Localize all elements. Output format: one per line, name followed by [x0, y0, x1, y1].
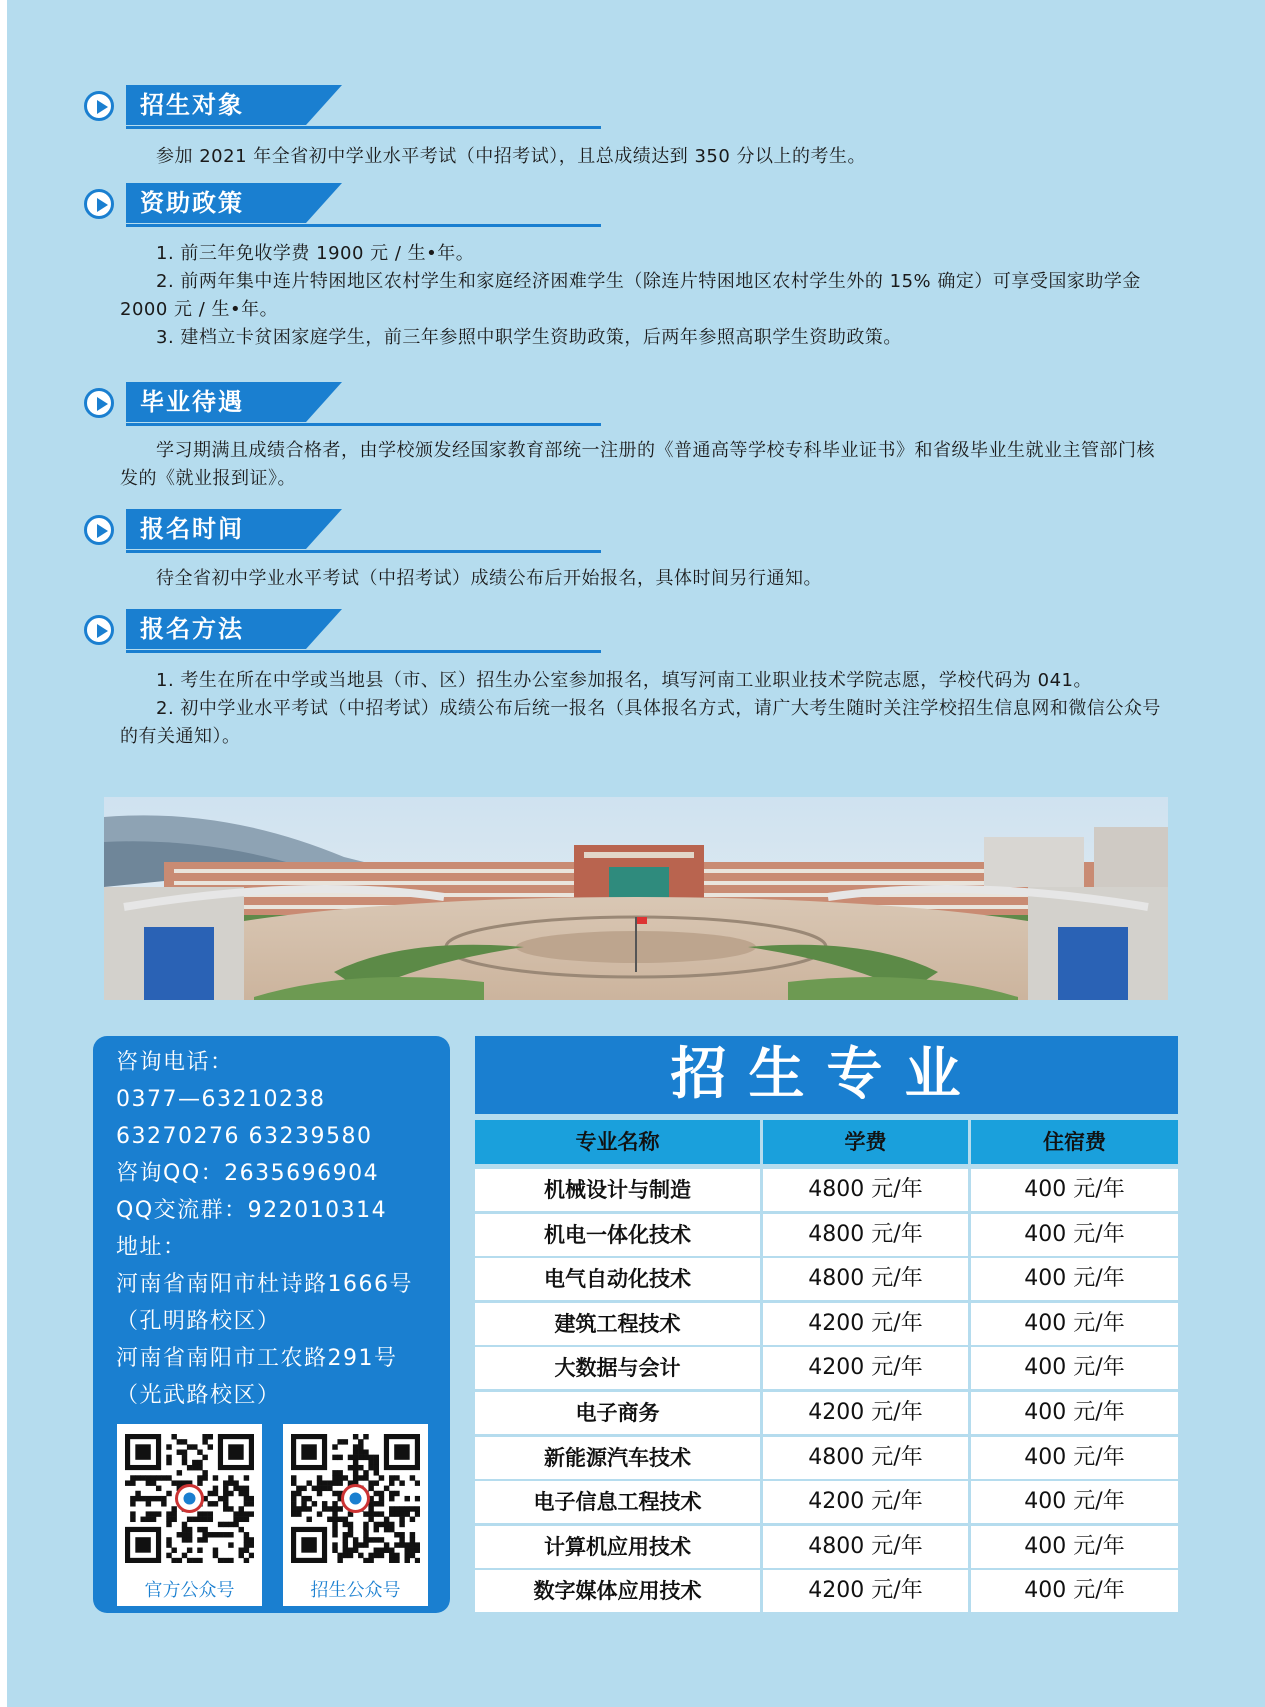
section-body-registration-time — [120, 565, 1165, 593]
cell-major-name: 电子信息工程技术 — [475, 1481, 760, 1523]
contact-line-address-label: 地址： — [116, 1235, 187, 1260]
play-arrow-icon — [84, 189, 114, 219]
table-row — [475, 1481, 1178, 1525]
cell-major-name: 电气自动化技术 — [475, 1258, 760, 1300]
paragraph: 参加 2021 年全省初中学业水平考试（中招考试），且总成绩达到 350 分以上的考生。 — [156, 146, 867, 167]
section-header-financial-aid — [84, 183, 604, 223]
contact-line-address-1: 河南省南阳市杜诗路1666号 — [116, 1272, 413, 1297]
cell-major-name: 机械设计与制造 — [475, 1169, 760, 1211]
contact-line-qq: 咨询QQ：2635696904 — [116, 1161, 380, 1186]
qr-code-icon — [125, 1434, 254, 1563]
cell-housing: 400 元/年 — [971, 1481, 1178, 1523]
cell-tuition: 4200 元/年 — [763, 1303, 968, 1345]
table-row — [475, 1214, 1178, 1258]
cell-tuition: 4800 元/年 — [763, 1258, 968, 1300]
section-body-registration-method — [120, 667, 1165, 751]
section-header-graduation — [84, 382, 604, 422]
qr-label: 官方公众号 — [144, 1580, 235, 1601]
column-header-tuition: 学费 — [763, 1120, 968, 1164]
table-row — [475, 1169, 1178, 1213]
qr-official-account — [117, 1424, 262, 1606]
section-tab-tail — [306, 183, 342, 223]
paragraph: 1. 考生在所在中学或当地县（市、区）招生办公室参加报名，填写河南工业职业技术学院志愿，学校代码为 041。 — [156, 670, 1092, 691]
paragraph: 1. 前三年免收学费 1900 元 / 生•年。 — [156, 243, 475, 264]
cell-tuition: 4200 元/年 — [763, 1570, 968, 1612]
cell-tuition: 4800 元/年 — [763, 1214, 968, 1256]
table-row — [475, 1392, 1178, 1436]
section-underline — [126, 650, 601, 653]
contact-line-phone-1: 0377—63210238 — [116, 1087, 326, 1112]
qr-label: 招生公众号 — [310, 1580, 401, 1601]
table-row — [475, 1258, 1178, 1302]
cell-housing: 400 元/年 — [971, 1214, 1178, 1256]
paragraph: 学习期满且成绩合格者，由学校颁发经国家教育部统一注册的《普通高等学校专科毕业证书》和省级毕业生就业主管部门核发的《就业报到证》。 — [120, 440, 1155, 489]
majors-table — [475, 1036, 1178, 1613]
section-header-registration-time — [84, 509, 604, 549]
table-row — [475, 1526, 1178, 1570]
section-tab-tail — [306, 609, 342, 649]
cell-housing: 400 元/年 — [971, 1437, 1178, 1479]
cell-major-name: 电子商务 — [475, 1392, 760, 1434]
section-underline — [126, 423, 601, 426]
paragraph: 2. 前两年集中连片特困地区农村学生和家庭经济困难学生（除连片特困地区农村学生外的 15% 确定）可享受国家助学金 2000 元 / 生•年。 — [120, 271, 1141, 320]
cell-housing: 400 元/年 — [971, 1303, 1178, 1345]
section-title: 资助政策 — [126, 183, 306, 223]
column-header-housing: 住宿费 — [971, 1120, 1178, 1164]
section-tab-tail — [306, 509, 342, 549]
section-tab-tail — [306, 382, 342, 422]
contact-panel — [93, 1036, 450, 1613]
section-title: 毕业待遇 — [126, 382, 306, 422]
play-arrow-icon — [84, 615, 114, 645]
cell-major-name: 计算机应用技术 — [475, 1526, 760, 1568]
section-body-financial-aid — [120, 240, 1165, 352]
cell-major-name: 建筑工程技术 — [475, 1303, 760, 1345]
page-edge — [0, 0, 7, 1707]
cell-major-name: 机电一体化技术 — [475, 1214, 760, 1256]
section-underline — [126, 126, 601, 129]
cell-major-name: 大数据与会计 — [475, 1347, 760, 1389]
section-underline — [126, 550, 601, 553]
contact-line-address-2: 河南省南阳市工农路291号 — [116, 1346, 398, 1371]
cell-major-name: 新能源汽车技术 — [475, 1437, 760, 1479]
contact-line-qq-group: QQ交流群：922010314 — [116, 1198, 388, 1223]
section-header-registration-method — [84, 609, 604, 649]
section-title: 报名时间 — [126, 509, 306, 549]
qr-admissions-account — [283, 1424, 428, 1606]
column-header-major: 专业名称 — [475, 1120, 760, 1164]
cell-housing: 400 元/年 — [971, 1347, 1178, 1389]
cell-housing: 400 元/年 — [971, 1169, 1178, 1211]
section-header-enrollment-target — [84, 85, 604, 125]
cell-tuition: 4800 元/年 — [763, 1526, 968, 1568]
section-body-graduation — [120, 437, 1165, 493]
paragraph: 3. 建档立卡贫困家庭学生，前三年参照中职学生资助政策，后两年参照高职学生资助政策。 — [156, 327, 902, 348]
campus-photo — [104, 797, 1168, 1000]
cell-tuition: 4800 元/年 — [763, 1437, 968, 1479]
qr-code-icon — [291, 1434, 420, 1563]
table-row — [475, 1437, 1178, 1481]
section-title: 报名方法 — [126, 609, 306, 649]
paragraph: 待全省初中学业水平考试（中招考试）成绩公布后开始报名，具体时间另行通知。 — [156, 568, 822, 589]
paragraph: 2. 初中学业水平考试（中招考试）成绩公布后统一报名（具体报名方式，请广大考生随时关注学校招生信息网和微信公众号的有关通知）。 — [120, 698, 1161, 747]
play-arrow-icon — [84, 91, 114, 121]
contact-info — [116, 1044, 413, 1414]
cell-housing: 400 元/年 — [971, 1258, 1178, 1300]
table-row — [475, 1347, 1178, 1391]
contact-line-phone-2: 63270276 63239580 — [116, 1124, 373, 1149]
cell-tuition: 4200 元/年 — [763, 1347, 968, 1389]
cell-housing: 400 元/年 — [971, 1570, 1178, 1612]
majors-title: 招生专业 — [475, 1036, 1178, 1114]
section-underline — [126, 224, 601, 227]
table-row — [475, 1570, 1178, 1614]
cell-tuition: 4800 元/年 — [763, 1169, 968, 1211]
cell-housing: 400 元/年 — [971, 1392, 1178, 1434]
play-arrow-icon — [84, 515, 114, 545]
contact-line-campus-2: （光武路校区） — [116, 1383, 281, 1408]
cell-tuition: 4200 元/年 — [763, 1481, 968, 1523]
section-tab-tail — [306, 85, 342, 125]
cell-tuition: 4200 元/年 — [763, 1392, 968, 1434]
play-arrow-icon — [84, 388, 114, 418]
cell-housing: 400 元/年 — [971, 1526, 1178, 1568]
table-row — [475, 1303, 1178, 1347]
contact-line-phone-label: 咨询电话： — [116, 1050, 234, 1075]
cell-major-name: 数字媒体应用技术 — [475, 1570, 760, 1612]
contact-line-campus-1: （孔明路校区） — [116, 1309, 281, 1334]
section-title: 招生对象 — [126, 85, 306, 125]
section-body-enrollment-target — [120, 143, 1165, 171]
